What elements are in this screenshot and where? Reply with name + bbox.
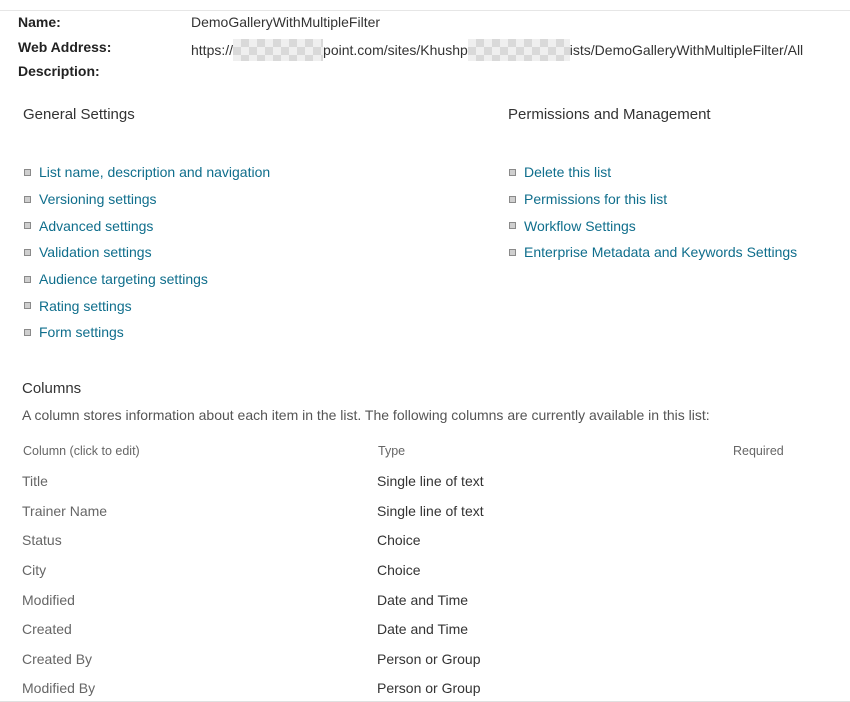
workflow-settings-link[interactable]: Workflow Settings <box>524 217 636 234</box>
rating-settings-link[interactable]: Rating settings <box>39 297 132 314</box>
column-type: Person or Group <box>377 680 481 696</box>
column-name-link[interactable]: Modified <box>22 592 75 608</box>
column-name-link[interactable]: Created <box>22 621 72 637</box>
column-name-link[interactable]: Status <box>22 532 62 548</box>
column-name-link[interactable]: Created By <box>22 651 93 667</box>
list-item <box>507 186 797 213</box>
bullet-icon <box>509 249 516 256</box>
permissions-list <box>507 159 797 266</box>
description-label: Description: <box>18 63 100 79</box>
list-permissions-link[interactable]: Permissions for this list <box>524 191 668 208</box>
general-settings-list <box>22 159 270 346</box>
web-address-label: Web Address: <box>18 39 112 55</box>
form-settings-link[interactable]: Form settings <box>39 324 124 341</box>
list-name-description-navigation-link[interactable]: List name, description and navigation <box>39 164 271 181</box>
column-name-link[interactable]: City <box>22 562 47 578</box>
column-name-header: Column (click to edit) <box>23 444 140 458</box>
column-type: Choice <box>377 532 421 548</box>
general-settings-heading: General Settings <box>23 106 135 123</box>
column-type: Single line of text <box>377 473 484 489</box>
list-item <box>22 239 270 266</box>
web-address-part3: ists/DemoGalleryWithMultipleFilter/All <box>569 42 804 58</box>
versioning-settings-link[interactable]: Versioning settings <box>39 191 157 208</box>
bullet-icon <box>24 329 31 336</box>
column-name-link[interactable]: Trainer Name <box>22 503 108 519</box>
audience-targeting-settings-link[interactable]: Audience targeting settings <box>39 271 208 288</box>
top-divider <box>0 10 850 11</box>
column-type: Person or Group <box>377 651 481 667</box>
list-item <box>22 159 270 186</box>
bullet-icon <box>24 222 31 229</box>
list-name-value: DemoGalleryWithMultipleFilter <box>191 14 381 30</box>
bullet-icon <box>24 169 31 176</box>
column-type: Choice <box>377 562 421 578</box>
redacted-region <box>233 39 323 61</box>
web-address-value <box>191 39 803 61</box>
name-label: Name: <box>18 14 61 30</box>
list-item <box>507 212 797 239</box>
bullet-icon <box>509 169 516 176</box>
list-item <box>22 266 270 293</box>
columns-heading: Columns <box>22 380 82 397</box>
redacted-region <box>468 39 570 61</box>
advanced-settings-link[interactable]: Advanced settings <box>39 217 154 234</box>
delete-list-link[interactable]: Delete this list <box>524 164 612 181</box>
required-header: Required <box>733 444 784 458</box>
permissions-management-heading: Permissions and Management <box>508 106 711 123</box>
list-item <box>22 319 270 346</box>
column-type: Date and Time <box>377 592 469 608</box>
web-address-part1: https:// <box>191 42 234 58</box>
column-name-link[interactable]: Modified By <box>22 680 96 696</box>
type-header: Type <box>378 444 406 458</box>
list-item <box>22 186 270 213</box>
bullet-icon <box>24 276 31 283</box>
enterprise-metadata-settings-link[interactable]: Enterprise Metadata and Keywords Settings <box>524 244 798 261</box>
bullet-icon <box>24 196 31 203</box>
list-item <box>22 292 270 319</box>
columns-description: A column stores information about each item in the list. The following columns are currently available in this list: <box>22 407 710 423</box>
column-type: Date and Time <box>377 621 469 637</box>
list-item <box>507 239 797 266</box>
web-address-part2: point.com/sites/Khushp <box>323 42 468 58</box>
bullet-icon <box>509 196 516 203</box>
list-item <box>507 159 797 186</box>
bullet-icon <box>24 302 31 309</box>
column-type: Single line of text <box>377 503 484 519</box>
bullet-icon <box>24 249 31 256</box>
validation-settings-link[interactable]: Validation settings <box>39 244 152 261</box>
bullet-icon <box>509 222 516 229</box>
column-name-link[interactable]: Title <box>22 473 48 489</box>
list-item <box>22 212 270 239</box>
